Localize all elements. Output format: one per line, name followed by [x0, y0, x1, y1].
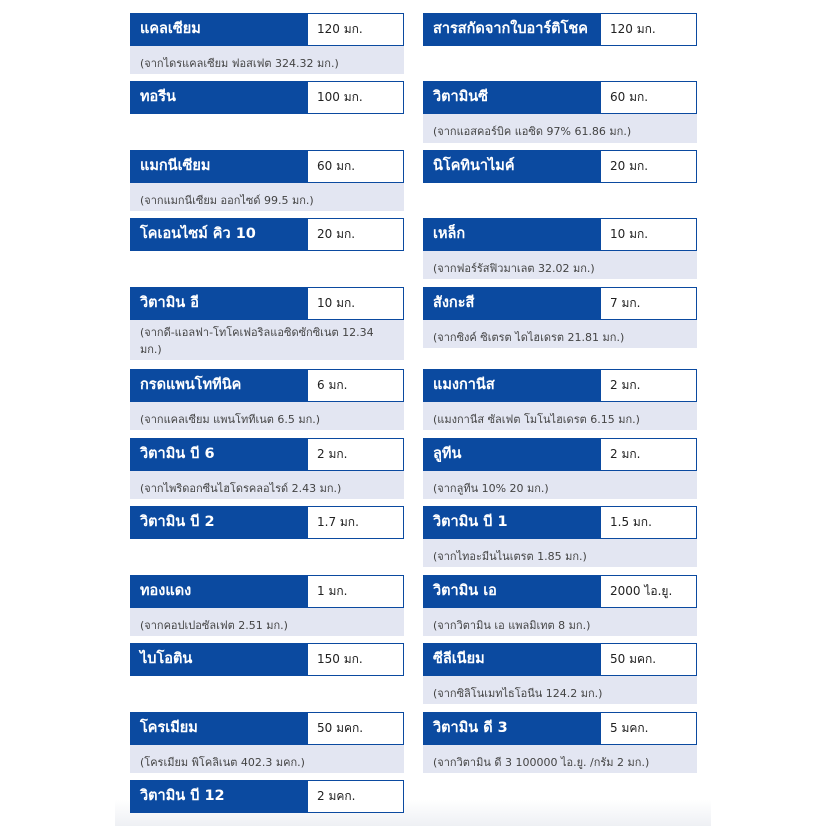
nutrient-item — [130, 712, 404, 773]
nutrient-item — [130, 369, 404, 430]
nutrient-note: (จากไดรแคลเซียม ฟอสเฟต 324.32 มก.) — [130, 46, 404, 74]
nutrient-amount: 60 มก. — [601, 81, 697, 114]
nutrient-item — [130, 81, 404, 114]
nutrient-note: (โครเมียม พิโคลิเนต 402.3 มคก.) — [130, 745, 404, 773]
nutrient-amount: 2000 ไอ.ยู. — [601, 575, 697, 608]
nutrient-amount: 120 มก. — [308, 13, 404, 46]
nutrient-amount: 2 มก. — [308, 438, 404, 471]
nutrient-item — [423, 506, 697, 567]
nutrient-item — [423, 218, 697, 279]
nutrient-note: (จากไพริดอกซีนไฮโดรคลอไรด์ 2.43 มก.) — [130, 471, 404, 499]
nutrient-amount: 1.5 มก. — [601, 506, 697, 539]
nutrient-note: (จากแคลเซียม แพนโททีเนต 6.5 มก.) — [130, 402, 404, 430]
nutrient-name: โครเมียม — [130, 712, 308, 745]
nutrient-item — [130, 643, 404, 676]
nutrient-name: แมงกานีส — [423, 369, 601, 402]
nutrient-note: (จากแมกนีเซียม ออกไซด์ 99.5 มก.) — [130, 183, 404, 211]
nutrient-item — [130, 506, 404, 539]
nutrient-amount: 2 มคก. — [308, 780, 404, 813]
nutrient-name: เหล็ก — [423, 218, 601, 251]
nutrient-name: แคลเซียม — [130, 13, 308, 46]
nutrient-name: วิตามิน ดี 3 — [423, 712, 601, 745]
nutrient-amount: 7 มก. — [601, 287, 697, 320]
nutrient-name: วิตามิน บี 6 — [130, 438, 308, 471]
nutrient-amount: 6 มก. — [308, 369, 404, 402]
nutrient-item — [423, 438, 697, 499]
nutrient-note: (จากแอสคอร์บิค แอซิด 97% 61.86 มก.) — [423, 114, 697, 143]
nutrient-amount: 20 มก. — [308, 218, 404, 251]
nutrient-name: วิตามินซี — [423, 81, 601, 114]
nutrient-amount: 1 มก. — [308, 575, 404, 608]
nutrient-amount: 2 มก. — [601, 369, 697, 402]
nutrient-name: สารสกัดจากใบอาร์ติโชค — [423, 13, 601, 46]
nutrient-item — [423, 287, 697, 348]
nutrient-note: (แมงกานีส ซัลเฟต โมโนไฮเดรต 6.15 มก.) — [423, 402, 697, 430]
nutrient-amount: 50 มคก. — [601, 643, 697, 676]
nutrient-amount: 20 มก. — [601, 150, 697, 183]
nutrient-note: (จากไทอะมีนไนเตรต 1.85 มก.) — [423, 539, 697, 567]
nutrient-note: (จากคอปเปอซัลเฟต 2.51 มก.) — [130, 608, 404, 636]
nutrient-note: (จากซิงค์ ซิเตรต ไดไฮเดรต 21.81 มก.) — [423, 320, 697, 348]
nutrient-name: ซีลีเนียม — [423, 643, 601, 676]
nutrient-note: (จากวิตามิน ดี 3 100000 ไอ.ยู. /กรัม 2 มก.) — [423, 745, 697, 773]
nutrient-item — [130, 780, 404, 813]
nutrient-item — [130, 575, 404, 636]
nutrient-item — [423, 712, 697, 773]
nutrient-item — [423, 643, 697, 704]
nutrient-name: กรดแพนโททีนิค — [130, 369, 308, 402]
nutrient-note: (จากดี-แอลฟา-โทโคเฟอริลแอซิดซักซิเนต 12.34 มก.) — [130, 320, 404, 360]
nutrient-name: นิโคทินาไมค์ — [423, 150, 601, 183]
nutrient-amount: 2 มก. — [601, 438, 697, 471]
nutrient-amount: 10 มก. — [308, 287, 404, 320]
nutrient-note: (จากวิตามิน เอ แพลมิเทต 8 มก.) — [423, 608, 697, 636]
nutrient-amount: 60 มก. — [308, 150, 404, 183]
nutrient-note: (จากฟอร์รัสฟิวมาเลต 32.02 มก.) — [423, 251, 697, 279]
nutrient-item — [423, 150, 697, 183]
nutrient-name: วิตามิน บี 2 — [130, 506, 308, 539]
nutrient-item — [130, 150, 404, 211]
nutrient-name: วิตามิน อี — [130, 287, 308, 320]
nutrient-name: ไบโอติน — [130, 643, 308, 676]
nutrient-name: ทอรีน — [130, 81, 308, 114]
nutrient-name: สังกะสี — [423, 287, 601, 320]
nutrient-amount: 5 มคก. — [601, 712, 697, 745]
nutrient-amount: 120 มก. — [601, 13, 697, 46]
nutrient-item — [423, 81, 697, 143]
nutrient-note: (จากลูทีน 10% 20 มก.) — [423, 471, 697, 499]
nutrient-item — [423, 13, 697, 46]
nutrient-item — [423, 369, 697, 430]
nutrient-item — [130, 287, 404, 360]
nutrient-name: ลูทีน — [423, 438, 601, 471]
nutrient-name: วิตามิน บี 12 — [130, 780, 308, 813]
nutrient-amount: 150 มก. — [308, 643, 404, 676]
nutrient-name: วิตามิน บี 1 — [423, 506, 601, 539]
nutrient-amount: 100 มก. — [308, 81, 404, 114]
nutrient-name: วิตามิน เอ — [423, 575, 601, 608]
nutrient-name: โคเอนไซม์ คิว 10 — [130, 218, 308, 251]
nutrient-note: (จากซิลิโนเมทไธโอนีน 124.2 มก.) — [423, 676, 697, 704]
nutrient-amount: 1.7 มก. — [308, 506, 404, 539]
nutrient-amount: 50 มคก. — [308, 712, 404, 745]
nutrient-item — [130, 13, 404, 74]
nutrient-item — [130, 218, 404, 251]
nutrient-item — [130, 438, 404, 499]
nutrient-item — [423, 575, 697, 636]
nutrient-amount: 10 มก. — [601, 218, 697, 251]
nutrient-name: แมกนีเซียม — [130, 150, 308, 183]
nutrient-name: ทองแดง — [130, 575, 308, 608]
